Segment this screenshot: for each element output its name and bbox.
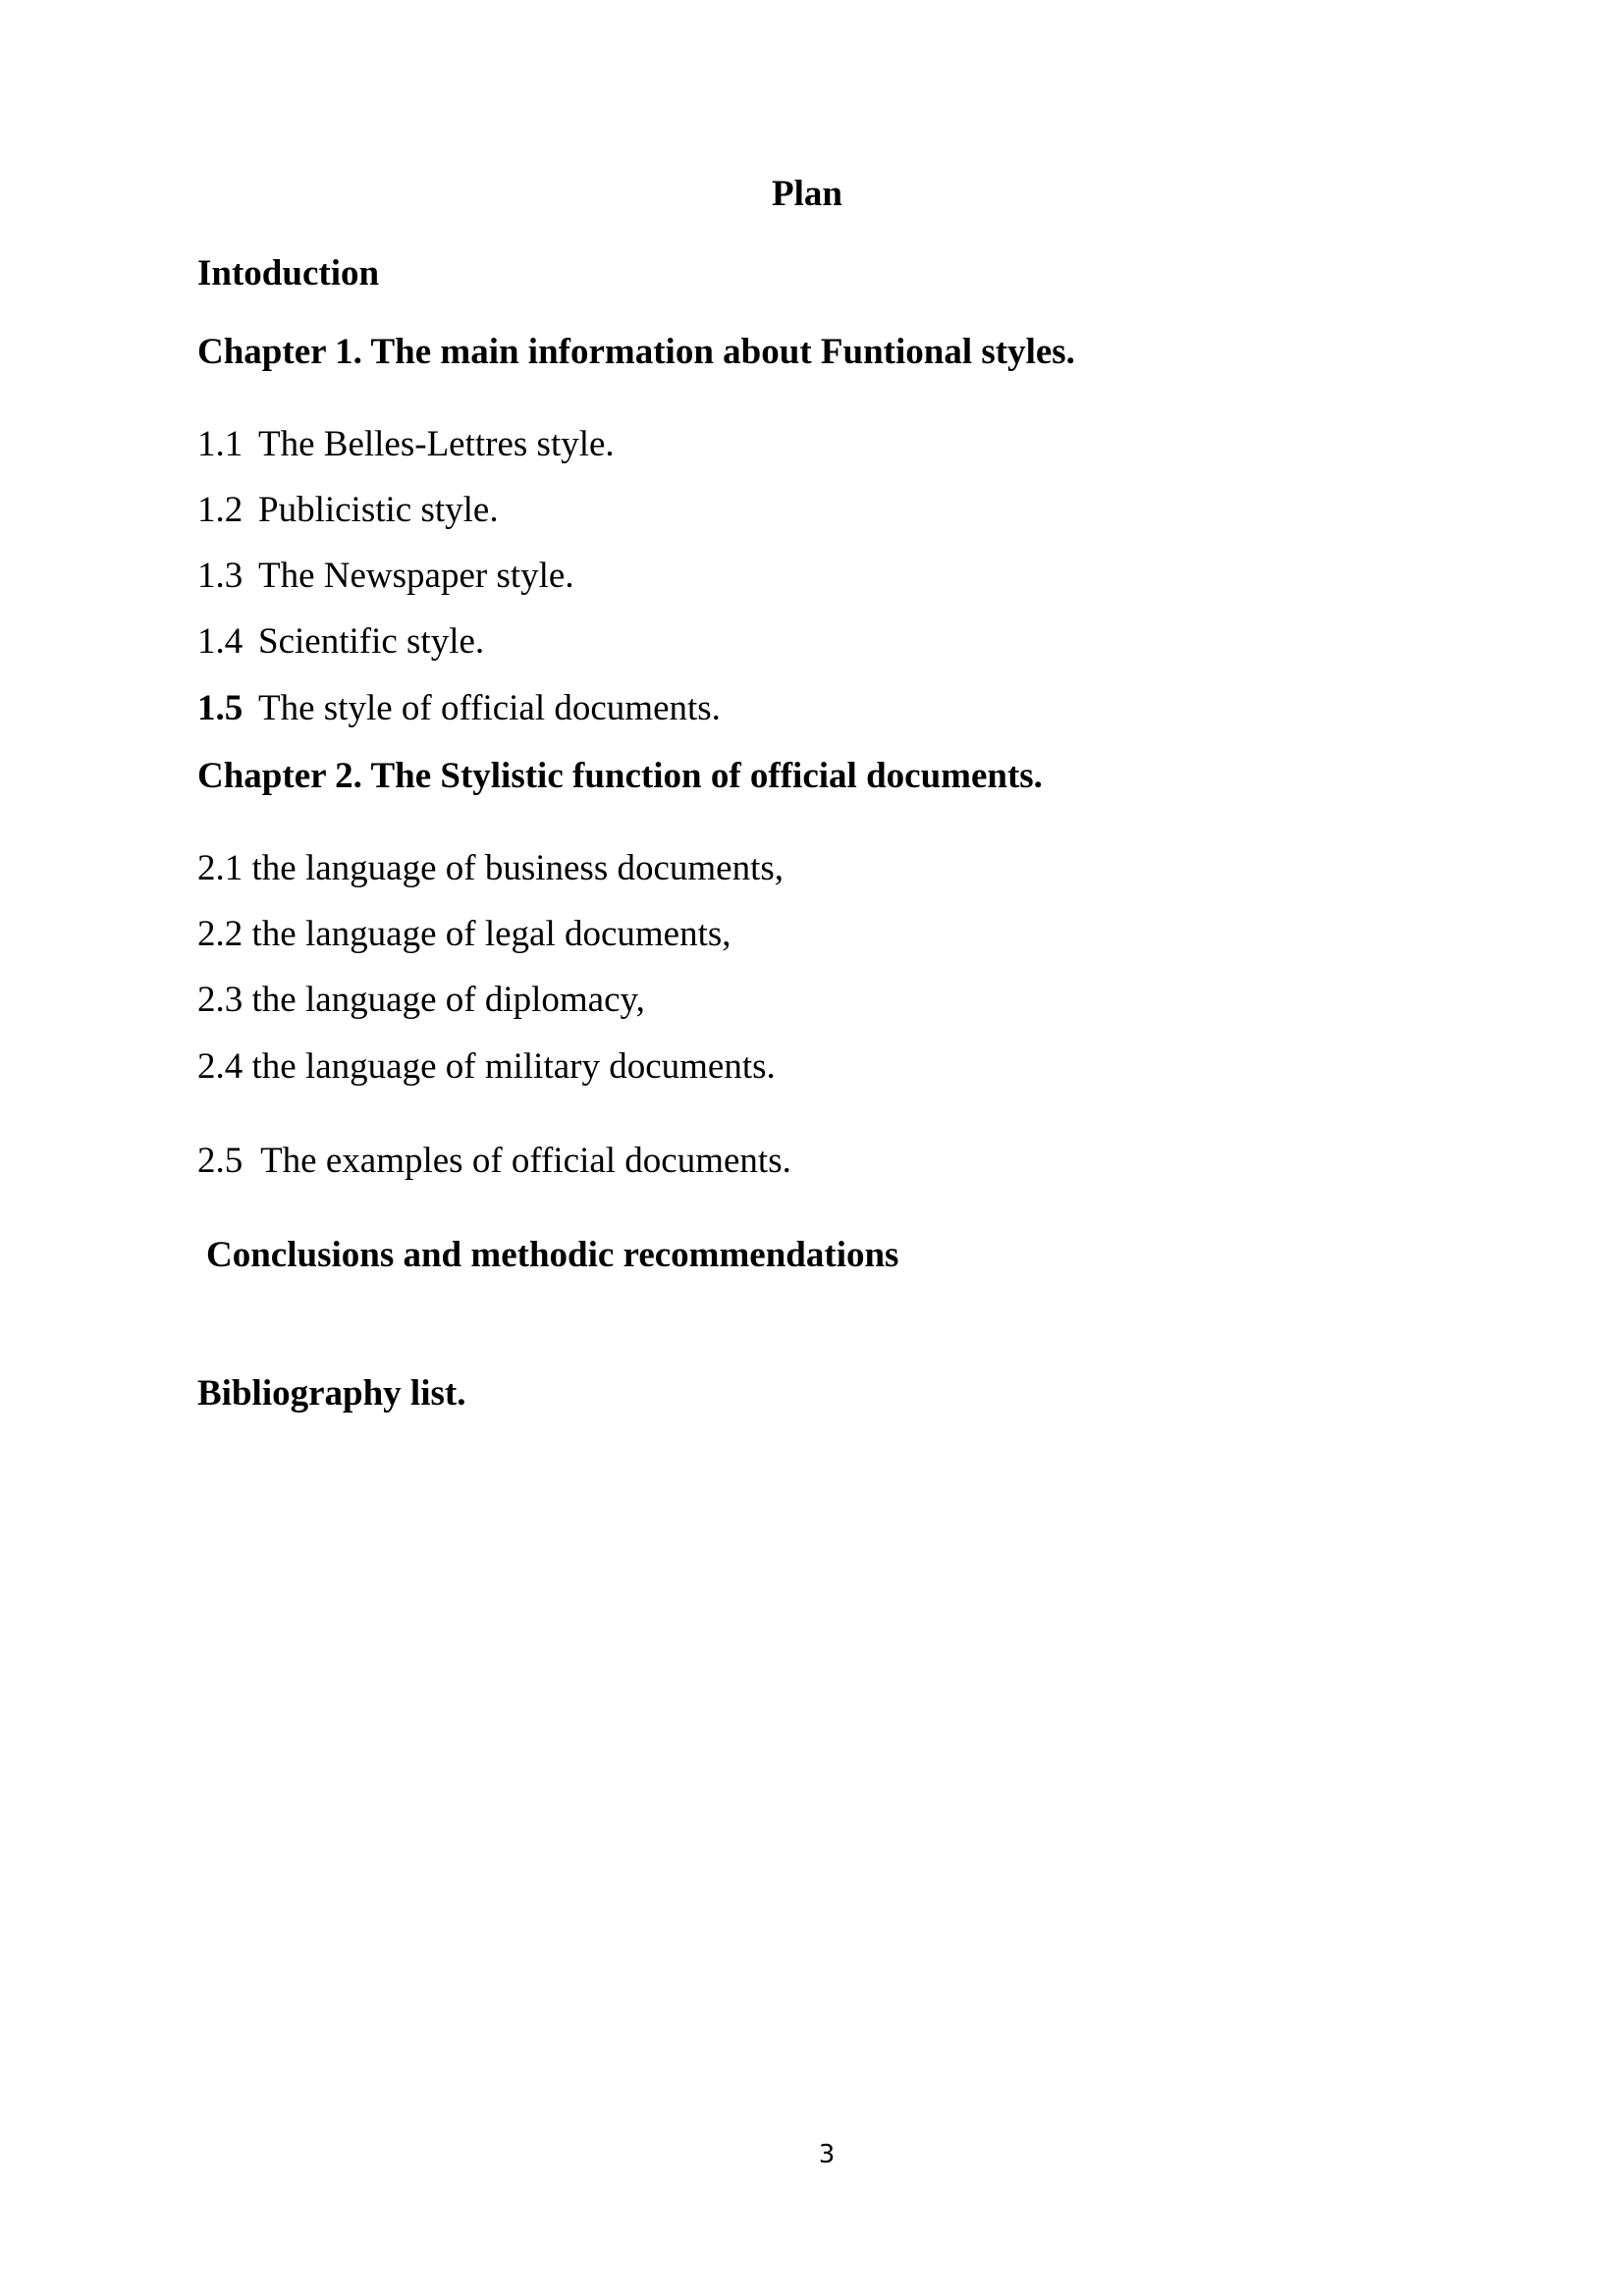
chapter-1-heading: Chapter 1. The main information about Funtional styles.	[197, 332, 1075, 372]
chapter-2-item: 2.1 the language of business documents,	[197, 848, 785, 888]
item-text: The Belles-Lettres style.	[258, 424, 615, 464]
item-text: The style of official documents.	[258, 688, 721, 728]
chapter-2-item: 2.4 the language of military documents.	[197, 1046, 776, 1087]
page-number: 3	[818, 2140, 836, 2169]
item-text: The Newspaper style.	[258, 556, 574, 596]
page-title: Plan	[772, 174, 842, 214]
item-text: Scientific style.	[258, 621, 485, 662]
chapter-2-heading: Chapter 2. The Stylistic function of official documents.	[197, 756, 1043, 796]
item-number: 1.2	[197, 490, 244, 530]
chapter-2-item: 2.2 the language of legal documents,	[197, 914, 731, 954]
item-number: 1.3	[197, 556, 244, 596]
item-number: 1.5	[197, 688, 244, 728]
chapter-1-item	[197, 554, 574, 599]
chapter-2-item: 2.3 the language of diplomacy,	[197, 980, 645, 1020]
chapter-1-item	[197, 619, 484, 665]
item-number: 1.1	[197, 424, 244, 464]
chapter-1-item	[197, 422, 615, 467]
conclusions-heading: Conclusions and methodic recommendations	[206, 1235, 899, 1275]
item-text: Publicistic style.	[258, 490, 499, 530]
chapter-2-item: 2.5 The examples of official documents.	[197, 1141, 791, 1181]
introduction-heading: Intoduction	[197, 253, 380, 294]
item-number: 1.4	[197, 621, 244, 662]
bibliography-heading: Bibliography list.	[197, 1373, 466, 1414]
chapter-1-item	[197, 488, 499, 533]
chapter-1-item	[197, 686, 721, 731]
